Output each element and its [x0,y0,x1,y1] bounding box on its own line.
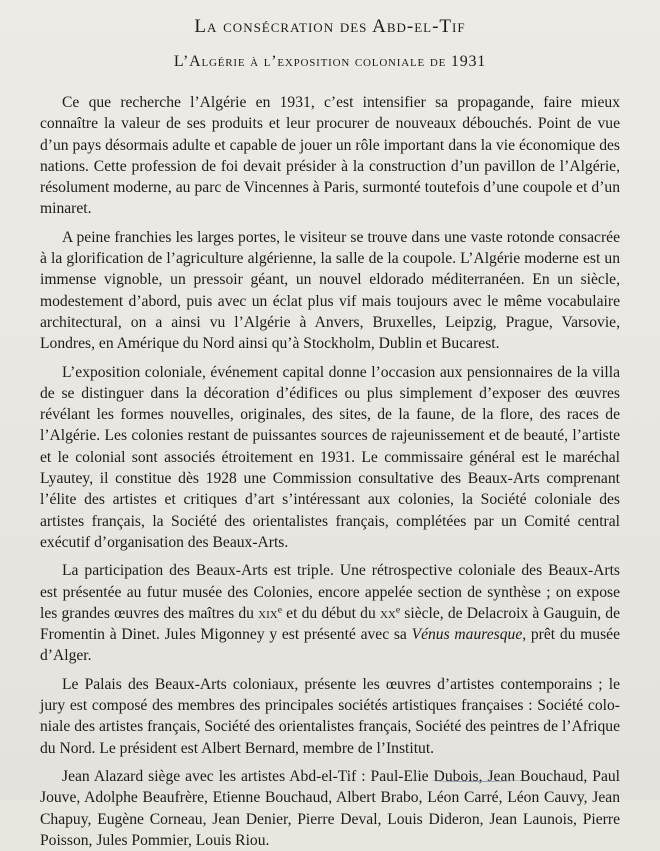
paragraph-4-text-2: et du début du [282,604,380,622]
century-nineteenth-suffix: e [277,604,283,616]
century-twentieth-suffix: e [395,604,401,616]
paragraph-6: Jean Alazard siège avec les artistes Abd-el-Tif : Paul-Elie Dubois, Jean Bouchaud, Paul Jouve, Adolphe Beaufrère, Etienne Bouchaud, Albert Brabo, Léon Carré, Léon Cauvy, Jean Chapuy, Eugène Corneau, Jean Denier, Pierre Deval, Louis Dideron, Jean Launois, Pierre Poisson, Jules Pommier, Louis Riou. [40,767,620,849]
paragraph-4 [40,560,620,666]
page-title: La consécration des Abd-el-Tif [194,16,466,37]
century-twentieth: xx [379,604,396,622]
paragraph-5: Le Palais des Beaux-Arts coloniaux, présente les œuvres d’artistes contemporains ; le jury est composé des membres des principales sociétés artistiques françaises : Société coloniale des artistes français, Société des orientalistes français, Société des peintres de l’Afrique du Nord. Le président est Albert Bernard, membre de l’Institut. [40,675,620,757]
century-nineteenth: xix [258,604,278,622]
article-body [40,92,620,851]
paragraph-3: L’exposition coloniale, événement capital donne l’occasion aux pensionnaires de la villa de se distinguer dans la décoration d’édifices ou plus simplement d’exposer des œuvres révélant les formes nouvelles, originales, des sites, de la faune, de la flore, des races de l’Algérie. Les colonies restant de puissantes sources de rajeunissement et de beauté, l’artiste et le colonial sont associés étroitement en 1931. Le commissaire général est le maréchal Lyautey, il constitue dès 1928 une Commission consultative des Beaux-Arts comprenant l’élite des artistes et critiques d’art s’intéressant aux colonies, la Société coloniale des artistes français, la Société des orientalistes français, complétées par un Comité central exécutif d’organisation des Beaux-Arts. [40,363,620,551]
paragraph-4-text-1: La participation des Beaux-Arts est triple. Une rétrospective coloniale des Beaux-Arts est présentée au futur musée des Colonies, encore appelée section de synthèse ; on expose les grandes œuvres des maîtres du [40,562,620,622]
page-subtitle: L’Algérie à l’exposition coloniale de 1931 [173,53,487,70]
paragraph-2: A peine franchies les larges portes, le visiteur se trouve dans une vaste rotonde consacrée à la glorification de l’agriculture algérienne, la salle de la coupole. L’Algérie moderne est un immense vignoble, un pressoir géant, un nouvel eldorado méditerranéen. En un siècle, modestement d’abord, puis avec un éclat plus vif mais toujours avec le même vocabulaire architectural, on a ainsi vu l’Algérie à Anvers, Bruxelles, Leipzig, Prague, Varsovie, Londres, en Amérique du Nord ainsi qu’à Stockholm, Dublin et Bucarest. [40,228,620,353]
paragraph-4-text-3: siècle, de Delacroix à Gauguin, de Fromentin à Dinet. Jules Migonney y est présenté avec sa [40,604,620,644]
paragraph-1: Ce que recherche l’Algérie en 1931, c’est intensifier sa propagande, faire mieux connaître la valeur de ses produits et leur procurer de nouveaux débouchés. Point de vue d’un pays désormais adulte et capable de jouer un rôle important dans la vie économique des nations. Cette profession de foi devait présider à la construction d’un pavillon de l’Algérie, résolument moderne, au parc de Vincennes à Paris, surmonté toutefois d’une coupole et d’un minaret. [40,94,620,218]
paragraph-4-text-4: , prêt du musée d’Alger. [40,626,620,665]
artwork-title: Vénus mauresque [411,626,523,644]
